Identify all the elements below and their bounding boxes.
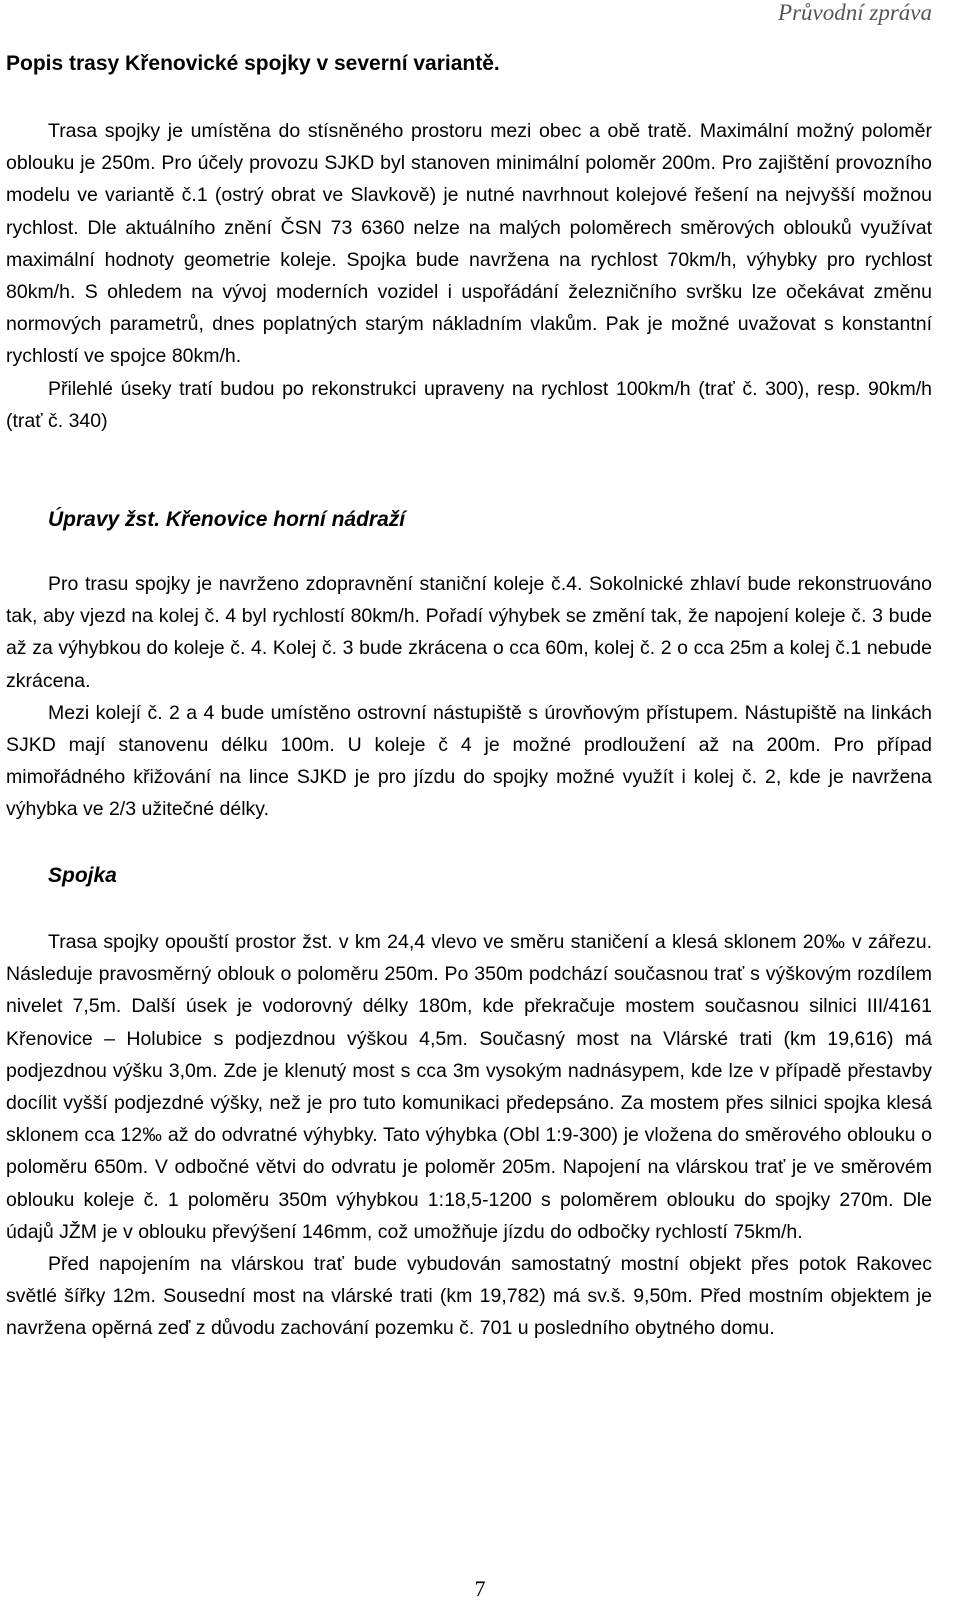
document-header: Průvodní zpráva [778,0,932,25]
spojka-section [6,926,932,1345]
station-paragraph: Mezi kolejí č. 2 a 4 bude umístěno ostrovní nástupiště s úrovňovým přístupem. Nástupiště na linkách SJKD mají stanovenu délku 100m. U koleje č 4 je možné prodloužení až na 200m. Pro případ mimořádného křižování na lince SJKD je pro jízdu do spojky možné využít i kolej č. 2, kde je navržena výhybka ve 2/3 užitečné délky. [6,701,932,821]
station-paragraph: Pro trasu spojky je navrženo zdopravnění staniční koleje č.4. Sokolnické zhlaví bude rekonstruováno tak, aby vjezd na kolej č. 4 byl rychlostí 80km/h. Pořadí výhybek se změní tak, že napojení koleje č. 3 bude až za výhybkou do koleje č. 4. Kolej č. 3 bude zkrácena o cca 60m, kolej č. 2 o cca 25m a kolej č.1 nebude zkrácena. [6,573,932,692]
station-section [6,568,932,826]
spojka-paragraph: Před napojením na vlárskou trať bude vybudován samostatný mostní objekt přes potok Rakovec světlé šířky 12m. Sousední most na vlárské trati (km 19,782) má sv.š. 9,50m. Před mostním objektem je navržena opěrná zeď z důvodu zachování pozemku č. 701 u posledního obytného domu. [6,1253,932,1340]
station-section-heading: Úpravy žst. Křenovice horní nádraží [48,508,406,531]
intro-paragraph: Přilehlé úseky tratí budou po rekonstrukci upraveny na rychlost 100km/h (trať č. 300), resp. 90km/h (trať č. 340) [6,377,932,432]
main-title: Popis trasy Křenovické spojky v severní variantě. [6,52,500,75]
intro-section [6,115,932,437]
spojka-section-heading: Spojka [48,864,117,887]
spojka-paragraph: Trasa spojky opouští prostor žst. v km 24,4 vlevo ve směru staničení a klesá sklonem 20‰ v zářezu. Následuje pravosměrný oblouk o poloměru 250m. Po 350m podchází současnou trať s výškovým rozdílem nivelet 7,5m. Další úsek je vodorovný délky 180m, kde překračuje mostem současnou silnici III/4161 Křenovice – Holubice s podjezdnou výškou 4,5m. Současný most na Vlárské trati (km 19,616) má podjezdnou výšku 3,0m. Zde je klenutý most s cca 3m vysokým nadnásypem, kde lze v případě přestavby docílit vyšší podjezdné výšky, než je pro tuto komunikaci předepsáno. Za mostem přes silnici spojka klesá sklonem cca 12‰ až do odvratné výhybky. Tato výhybka (Obl 1:9-300) je vložena do směrového oblouku o poloměru 650m. V odbočné větvi do odvratu je poloměr 205m. Napojení na vlárskou trať je ve směrovém oblouku koleje č. 1 poloměru 350m výhybkou 1:18,5-1200 s poloměrem oblouku do spojky 270m. Dle údajů JŽM je v oblouku převýšení 146mm, což umožňuje jízdu do odbočky rychlostí 75km/h. [6,931,932,1243]
intro-paragraph: Trasa spojky je umístěna do stísněného prostoru mezi obec a obě tratě. Maximální možný poloměr oblouku je 250m. Pro účely provozu SJKD byl stanoven minimální poloměr 200m. Pro zajištění provozního modelu ve variantě č.1 (ostrý obrat ve Slavkově) je nutné navrhnout kolejové řešení na nejvyšší možnou rychlost. Dle aktuálního znění ČSN 73 6360 nelze na malých poloměrech směrových oblouků využívat maximální hodnoty geometrie koleje. Spojka bude navržena na rychlost 70km/h, výhybky pro rychlost 80km/h. S ohledem na vývoj moderních vozidel i uspořádání železničního svršku lze očekávat změnu normových parametrů, dnes poplatných starým nákladním vlakům. Pak je možné uvažovat s konstantní rychlostí ve spojce 80km/h. [6,120,932,368]
page-number: 7 [474,1576,486,1601]
